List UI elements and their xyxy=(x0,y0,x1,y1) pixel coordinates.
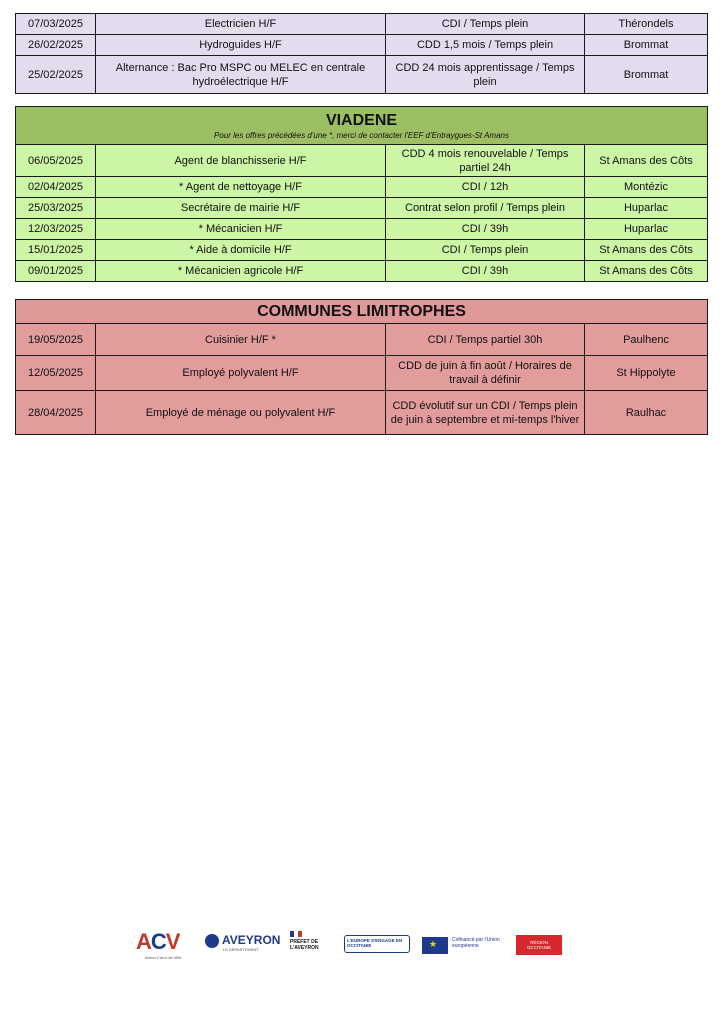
contract-cell: CDD évolutif sur un CDI / Temps plein de juin à septembre et mi-temps l'hiver xyxy=(386,391,585,435)
contract-cell: CDD de juin à fin août / Horaires de travail à définir xyxy=(386,356,585,391)
aveyron-logo xyxy=(205,925,285,965)
aveyron-tagline: LE DÉPARTEMENT xyxy=(223,947,259,952)
french-flag-icon xyxy=(290,931,302,937)
job-cell: Cuisinier H/F * xyxy=(96,324,386,356)
date-cell: 02/04/2025 xyxy=(16,177,96,198)
table-row xyxy=(16,240,708,261)
location-cell: St Amans des Côts xyxy=(585,240,708,261)
europe-logo-text: L'EUROPE S'ENGAGE EN OCCITANIE xyxy=(347,938,403,948)
communes-table xyxy=(15,299,708,435)
acv-logo xyxy=(130,925,196,965)
date-cell: 12/03/2025 xyxy=(16,219,96,240)
eu-cofinance-logo xyxy=(422,925,508,965)
section-header xyxy=(16,107,708,145)
contract-cell: CDI / 39h xyxy=(386,261,585,282)
location-cell: St Hippolyte xyxy=(585,356,708,391)
date-cell: 12/05/2025 xyxy=(16,356,96,391)
table-row xyxy=(16,356,708,391)
location-cell: Paulhenc xyxy=(585,324,708,356)
occitanie-logo-text: RÉGION OCCITANIE xyxy=(526,940,552,950)
aveyron-name: AVEYRON xyxy=(222,933,281,947)
table-row xyxy=(16,324,708,356)
prefet-logo xyxy=(290,925,336,965)
location-cell: Huparlac xyxy=(585,198,708,219)
job-cell: Employé de ménage ou polyvalent H/F xyxy=(96,391,386,435)
contract-cell: CDD 4 mois renouvelable / Temps partiel 24h xyxy=(386,145,585,177)
acv-letters: ACV xyxy=(136,929,180,954)
contract-cell: Contrat selon profil / Temps plein xyxy=(386,198,585,219)
section-title: COMMUNES LIMITROPHES xyxy=(257,302,466,320)
job-cell: Hydroguides H/F xyxy=(96,35,386,56)
job-cell: * Aide à domicile H/F xyxy=(96,240,386,261)
job-cell: Alternance : Bac Pro MSPC ou MELEC en centrale hydroélectrique H/F xyxy=(96,56,386,94)
location-cell: Brommat xyxy=(585,56,708,94)
prefet-text: PRÉFET DE L'AVEYRON xyxy=(290,939,319,951)
job-cell: Agent de blanchisserie H/F xyxy=(96,145,386,177)
table-row xyxy=(16,35,708,56)
contract-cell: CDI / Temps plein xyxy=(386,14,585,35)
table-row xyxy=(16,145,708,177)
contract-cell: CDI / Temps partiel 30h xyxy=(386,324,585,356)
table-row xyxy=(16,177,708,198)
contract-cell: CDI / 12h xyxy=(386,177,585,198)
viadene-table xyxy=(15,106,708,282)
acv-caption: Action Cœur de Ville xyxy=(144,955,182,960)
location-cell: St Amans des Côts xyxy=(585,145,708,177)
job-cell: Employé polyvalent H/F xyxy=(96,356,386,391)
eu-logo-text: Cofinancé par l'Union européenne xyxy=(452,937,500,949)
occitanie-logo xyxy=(516,925,564,965)
contract-cell: CDD 1,5 mois / Temps plein xyxy=(386,35,585,56)
contract-cell: CDI / 39h xyxy=(386,219,585,240)
section-subtitle: Pour les offres précédées d'une *, merci de contacter l'EEF d'Entraygues-St Amans xyxy=(214,130,509,140)
job-cell: * Mécanicien H/F xyxy=(96,219,386,240)
table-row xyxy=(16,261,708,282)
partner-logos xyxy=(130,925,570,965)
aveyron-emblem-icon xyxy=(205,934,219,948)
date-cell: 09/01/2025 xyxy=(16,261,96,282)
location-cell: Montézic xyxy=(585,177,708,198)
location-cell: Thérondels xyxy=(585,14,708,35)
location-cell: Raulhac xyxy=(585,391,708,435)
date-cell: 26/02/2025 xyxy=(16,35,96,56)
date-cell: 25/03/2025 xyxy=(16,198,96,219)
job-cell: * Mécanicien agricole H/F xyxy=(96,261,386,282)
date-cell: 25/02/2025 xyxy=(16,56,96,94)
job-cell: * Agent de nettoyage H/F xyxy=(96,177,386,198)
section-header xyxy=(16,300,708,324)
date-cell: 19/05/2025 xyxy=(16,324,96,356)
location-cell: Huparlac xyxy=(585,219,708,240)
contract-cell: CDI / Temps plein xyxy=(386,240,585,261)
table-row xyxy=(16,391,708,435)
section-header-cell xyxy=(16,107,708,145)
job-cell: Secrétaire de mairie H/F xyxy=(96,198,386,219)
job-cell: Electricien H/F xyxy=(96,14,386,35)
eu-star-icon: ★ xyxy=(429,939,438,949)
date-cell: 28/04/2025 xyxy=(16,391,96,435)
date-cell: 06/05/2025 xyxy=(16,145,96,177)
table-row xyxy=(16,14,708,35)
date-cell: 15/01/2025 xyxy=(16,240,96,261)
contract-cell: CDD 24 mois apprentissage / Temps plein xyxy=(386,56,585,94)
location-cell: St Amans des Côts xyxy=(585,261,708,282)
section-header-cell xyxy=(16,300,708,324)
location-cell: Brommat xyxy=(585,35,708,56)
table-row xyxy=(16,56,708,94)
date-cell: 07/03/2025 xyxy=(16,14,96,35)
table-row xyxy=(16,198,708,219)
jobs-table-top xyxy=(15,13,708,94)
section-title: VIADENE xyxy=(325,111,398,129)
europe-occitanie-logo xyxy=(344,925,410,965)
table-row xyxy=(16,219,708,240)
